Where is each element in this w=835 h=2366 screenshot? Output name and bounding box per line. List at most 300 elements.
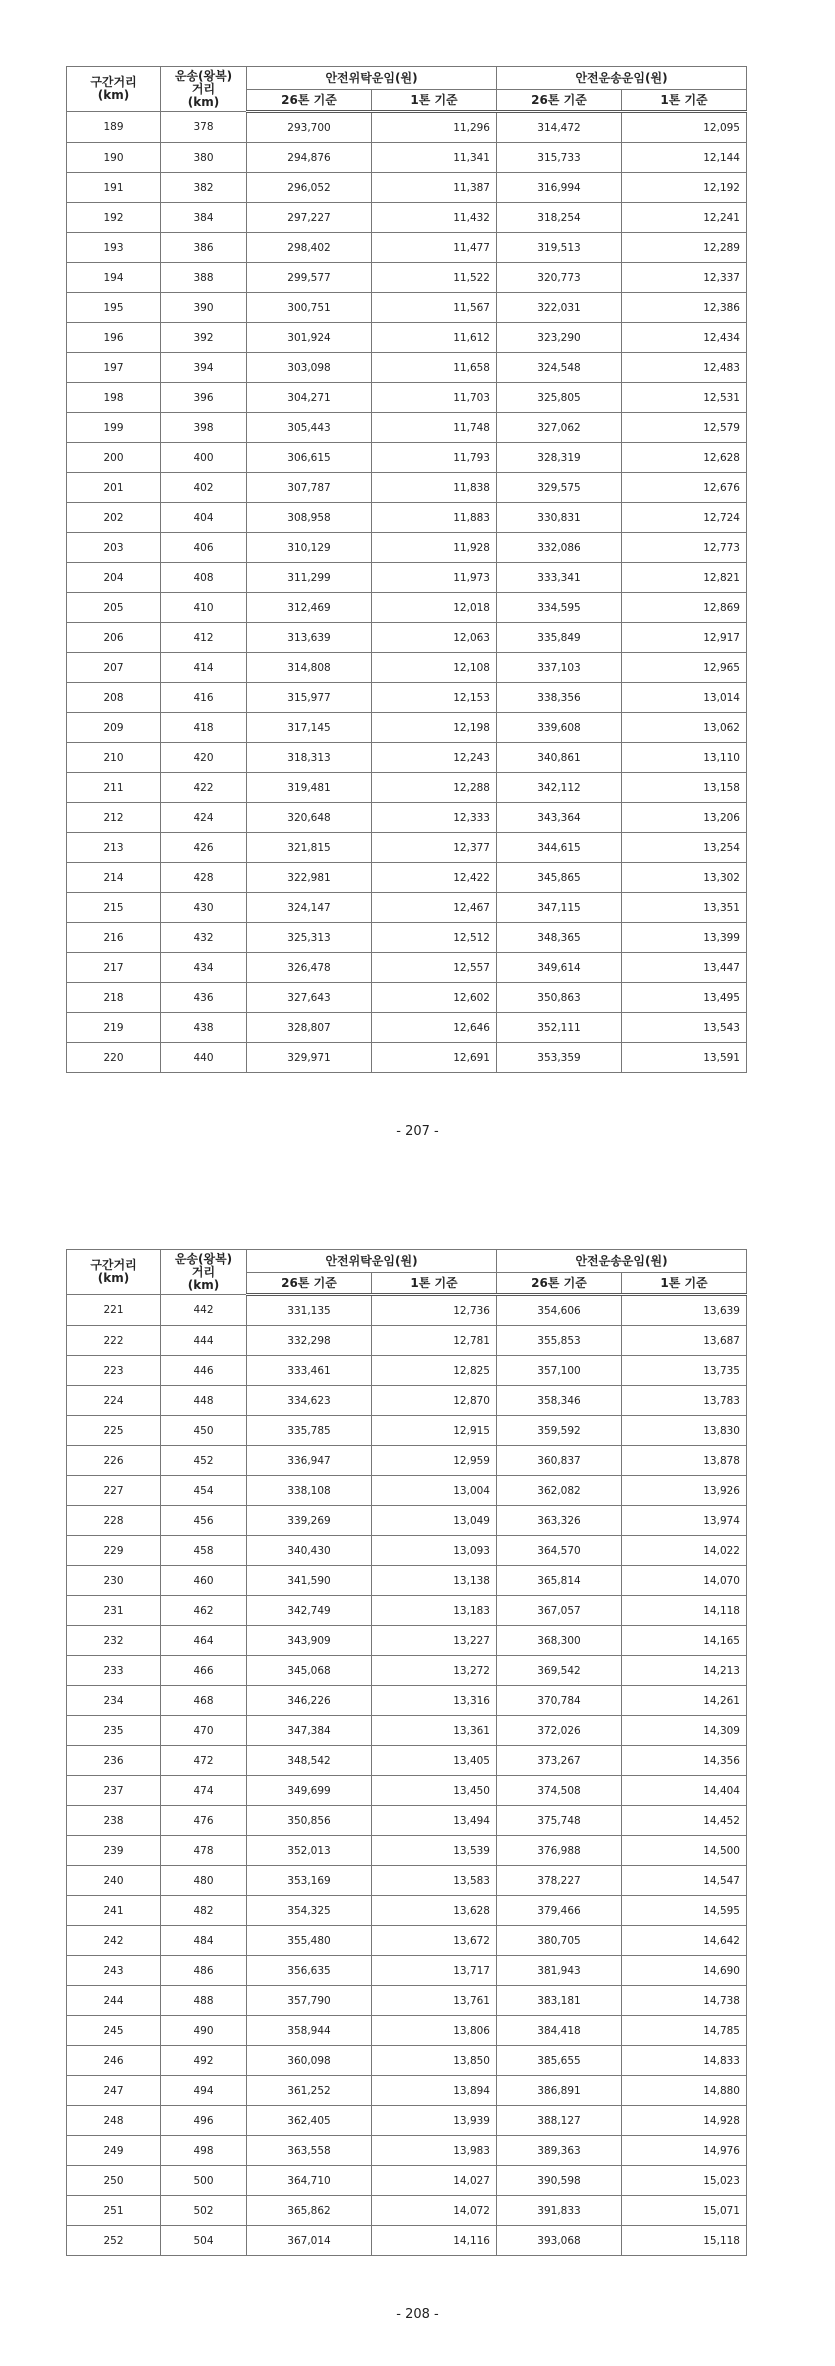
cell-transport-1t: 13,926: [622, 1476, 747, 1506]
cell-transport-26t: 386,891: [497, 2076, 622, 2106]
cell-transport-distance: 464: [161, 1626, 247, 1656]
cell-consign-26t: 327,643: [247, 983, 372, 1013]
cell-consign-26t: 321,815: [247, 833, 372, 863]
cell-transport-1t: 14,070: [622, 1566, 747, 1596]
cell-consign-26t: 336,947: [247, 1446, 372, 1476]
cell-transport-26t: 358,346: [497, 1386, 622, 1416]
table-row: [67, 2166, 747, 2196]
cell-section-distance: 229: [67, 1536, 161, 1566]
cell-transport-26t: 335,849: [497, 623, 622, 653]
cell-section-distance: 191: [67, 173, 161, 203]
cell-transport-26t: 323,290: [497, 323, 622, 353]
cell-transport-1t: 13,351: [622, 893, 747, 923]
cell-transport-distance: 474: [161, 1776, 247, 1806]
cell-transport-1t: 14,118: [622, 1596, 747, 1626]
cell-consign-1t: 12,602: [372, 983, 497, 1013]
cell-transport-distance: 382: [161, 173, 247, 203]
cell-transport-distance: 478: [161, 1836, 247, 1866]
cell-transport-1t: 12,483: [622, 353, 747, 383]
cell-transport-distance: 480: [161, 1866, 247, 1896]
cell-transport-26t: 373,267: [497, 1746, 622, 1776]
cell-transport-1t: 14,547: [622, 1866, 747, 1896]
fare-table: [66, 1249, 747, 2256]
cell-consign-1t: 12,959: [372, 1446, 497, 1476]
table-row: [67, 1806, 747, 1836]
cell-consign-26t: 335,785: [247, 1416, 372, 1446]
cell-transport-26t: 340,861: [497, 743, 622, 773]
cell-transport-1t: 13,783: [622, 1386, 747, 1416]
cell-transport-26t: 348,365: [497, 923, 622, 953]
cell-consign-26t: 318,313: [247, 743, 372, 773]
table-row: [67, 1506, 747, 1536]
cell-consign-1t: 11,567: [372, 293, 497, 323]
cell-transport-1t: 14,690: [622, 1956, 747, 1986]
header-safe-consign-fare: 안전위탁운임(원): [247, 67, 497, 90]
cell-transport-26t: 339,608: [497, 713, 622, 743]
cell-consign-1t: 11,838: [372, 473, 497, 503]
cell-consign-26t: 364,710: [247, 2166, 372, 2196]
header-section-distance: 구간거리 (km): [67, 1250, 161, 1295]
cell-section-distance: 206: [67, 623, 161, 653]
cell-consign-26t: 304,271: [247, 383, 372, 413]
cell-transport-26t: 347,115: [497, 893, 622, 923]
cell-transport-1t: 12,386: [622, 293, 747, 323]
cell-transport-1t: 14,833: [622, 2046, 747, 2076]
table-row: [67, 1476, 747, 1506]
cell-transport-distance: 430: [161, 893, 247, 923]
cell-section-distance: 200: [67, 443, 161, 473]
cell-transport-distance: 386: [161, 233, 247, 263]
cell-section-distance: 233: [67, 1656, 161, 1686]
cell-transport-distance: 472: [161, 1746, 247, 1776]
cell-consign-26t: 357,790: [247, 1986, 372, 2016]
table-row: [67, 893, 747, 923]
cell-transport-1t: 12,144: [622, 143, 747, 173]
header-safe-transport-fare: 안전운송운임(원): [497, 1250, 747, 1273]
cell-consign-26t: 363,558: [247, 2136, 372, 2166]
table-row: [67, 353, 747, 383]
cell-transport-1t: 14,404: [622, 1776, 747, 1806]
cell-consign-26t: 319,481: [247, 773, 372, 803]
table-row: [67, 2226, 747, 2256]
cell-transport-1t: 12,628: [622, 443, 747, 473]
cell-consign-26t: 301,924: [247, 323, 372, 353]
cell-transport-26t: 367,057: [497, 1596, 622, 1626]
cell-transport-distance: 444: [161, 1326, 247, 1356]
cell-transport-distance: 484: [161, 1926, 247, 1956]
cell-consign-1t: 12,108: [372, 653, 497, 683]
cell-consign-26t: 305,443: [247, 413, 372, 443]
table-row: [67, 1896, 747, 1926]
cell-consign-1t: 11,658: [372, 353, 497, 383]
cell-transport-distance: 446: [161, 1356, 247, 1386]
cell-consign-26t: 348,542: [247, 1746, 372, 1776]
table-row: [67, 773, 747, 803]
cell-section-distance: 224: [67, 1386, 161, 1416]
cell-transport-distance: 454: [161, 1476, 247, 1506]
cell-transport-distance: 500: [161, 2166, 247, 2196]
cell-transport-26t: 393,068: [497, 2226, 622, 2256]
table-row: [67, 1416, 747, 1446]
cell-consign-26t: 352,013: [247, 1836, 372, 1866]
cell-transport-distance: 470: [161, 1716, 247, 1746]
cell-transport-distance: 482: [161, 1896, 247, 1926]
cell-section-distance: 189: [67, 112, 161, 143]
table-row: [67, 743, 747, 773]
table-body: [67, 1295, 747, 2256]
cell-section-distance: 202: [67, 503, 161, 533]
cell-transport-26t: 378,227: [497, 1866, 622, 1896]
cell-transport-1t: 12,434: [622, 323, 747, 353]
header-consign-1t: 1톤 기준: [372, 90, 497, 112]
cell-consign-1t: 12,825: [372, 1356, 497, 1386]
cell-transport-26t: 345,865: [497, 863, 622, 893]
cell-section-distance: 197: [67, 353, 161, 383]
cell-consign-1t: 11,296: [372, 112, 497, 143]
table-row: [67, 1956, 747, 1986]
page-number: - 208 -: [396, 2307, 439, 2322]
cell-transport-distance: 490: [161, 2016, 247, 2046]
cell-transport-1t: 12,676: [622, 473, 747, 503]
table-row: [67, 1446, 747, 1476]
cell-section-distance: 236: [67, 1746, 161, 1776]
cell-consign-26t: 365,862: [247, 2196, 372, 2226]
cell-consign-1t: 12,736: [372, 1295, 497, 1326]
cell-transport-distance: 450: [161, 1416, 247, 1446]
cell-transport-distance: 424: [161, 803, 247, 833]
cell-transport-1t: 12,337: [622, 263, 747, 293]
cell-consign-26t: 310,129: [247, 533, 372, 563]
table-row: [67, 923, 747, 953]
cell-transport-distance: 486: [161, 1956, 247, 1986]
cell-transport-26t: 318,254: [497, 203, 622, 233]
cell-transport-1t: 12,579: [622, 413, 747, 443]
cell-section-distance: 231: [67, 1596, 161, 1626]
table-row: [67, 953, 747, 983]
cell-transport-1t: 15,023: [622, 2166, 747, 2196]
cell-consign-1t: 12,467: [372, 893, 497, 923]
cell-transport-1t: 14,213: [622, 1656, 747, 1686]
cell-consign-1t: 11,387: [372, 173, 497, 203]
cell-transport-1t: 14,738: [622, 1986, 747, 2016]
cell-section-distance: 243: [67, 1956, 161, 1986]
cell-section-distance: 245: [67, 2016, 161, 2046]
cell-consign-1t: 13,939: [372, 2106, 497, 2136]
cell-consign-1t: 12,915: [372, 1416, 497, 1446]
header-transport-distance: 운송(왕복) 거리 (km): [161, 67, 247, 112]
cell-consign-1t: 13,717: [372, 1956, 497, 1986]
cell-consign-1t: 12,691: [372, 1043, 497, 1073]
table-row: [67, 683, 747, 713]
cell-transport-1t: 12,531: [622, 383, 747, 413]
cell-consign-1t: 13,093: [372, 1536, 497, 1566]
cell-consign-1t: 13,672: [372, 1926, 497, 1956]
cell-transport-26t: 344,615: [497, 833, 622, 863]
cell-section-distance: 250: [67, 2166, 161, 2196]
cell-transport-1t: 14,595: [622, 1896, 747, 1926]
cell-transport-26t: 379,466: [497, 1896, 622, 1926]
cell-transport-distance: 394: [161, 353, 247, 383]
cell-consign-26t: 342,749: [247, 1596, 372, 1626]
cell-transport-1t: 14,261: [622, 1686, 747, 1716]
cell-transport-1t: 12,095: [622, 112, 747, 143]
cell-section-distance: 199: [67, 413, 161, 443]
cell-consign-1t: 14,027: [372, 2166, 497, 2196]
table-row: [67, 443, 747, 473]
table-header: [67, 1250, 747, 1295]
cell-section-distance: 216: [67, 923, 161, 953]
cell-section-distance: 239: [67, 1836, 161, 1866]
cell-transport-26t: 388,127: [497, 2106, 622, 2136]
header-transport-distance: 운송(왕복) 거리 (km): [161, 1250, 247, 1295]
cell-consign-26t: 296,052: [247, 173, 372, 203]
table-body: [67, 112, 747, 1073]
cell-consign-1t: 12,646: [372, 1013, 497, 1043]
cell-transport-26t: 375,748: [497, 1806, 622, 1836]
cell-transport-26t: 338,356: [497, 683, 622, 713]
cell-consign-1t: 11,341: [372, 143, 497, 173]
cell-transport-distance: 412: [161, 623, 247, 653]
cell-consign-26t: 315,977: [247, 683, 372, 713]
cell-transport-1t: 13,543: [622, 1013, 747, 1043]
cell-transport-distance: 396: [161, 383, 247, 413]
cell-consign-1t: 13,004: [372, 1476, 497, 1506]
cell-consign-1t: 13,628: [372, 1896, 497, 1926]
table-row: [67, 383, 747, 413]
cell-consign-1t: 12,377: [372, 833, 497, 863]
cell-section-distance: 211: [67, 773, 161, 803]
cell-transport-distance: 428: [161, 863, 247, 893]
table-row: [67, 1926, 747, 1956]
cell-consign-1t: 12,018: [372, 593, 497, 623]
cell-section-distance: 241: [67, 1896, 161, 1926]
cell-transport-distance: 404: [161, 503, 247, 533]
table-row: [67, 2106, 747, 2136]
cell-consign-1t: 11,748: [372, 413, 497, 443]
cell-transport-distance: 504: [161, 2226, 247, 2256]
cell-consign-1t: 13,983: [372, 2136, 497, 2166]
table-row: [67, 323, 747, 353]
cell-consign-26t: 297,227: [247, 203, 372, 233]
cell-section-distance: 249: [67, 2136, 161, 2166]
cell-transport-1t: 14,976: [622, 2136, 747, 2166]
table-row: [67, 1776, 747, 1806]
cell-consign-26t: 329,971: [247, 1043, 372, 1073]
cell-transport-distance: 452: [161, 1446, 247, 1476]
cell-transport-26t: 342,112: [497, 773, 622, 803]
cell-transport-distance: 420: [161, 743, 247, 773]
cell-consign-1t: 13,850: [372, 2046, 497, 2076]
cell-section-distance: 248: [67, 2106, 161, 2136]
cell-transport-1t: 13,110: [622, 743, 747, 773]
cell-transport-1t: 13,447: [622, 953, 747, 983]
cell-transport-1t: 13,495: [622, 983, 747, 1013]
cell-section-distance: 251: [67, 2196, 161, 2226]
cell-transport-distance: 410: [161, 593, 247, 623]
cell-consign-26t: 353,169: [247, 1866, 372, 1896]
cell-consign-26t: 328,807: [247, 1013, 372, 1043]
cell-consign-1t: 13,272: [372, 1656, 497, 1686]
cell-transport-distance: 422: [161, 773, 247, 803]
cell-transport-26t: 390,598: [497, 2166, 622, 2196]
cell-transport-26t: 353,359: [497, 1043, 622, 1073]
cell-transport-1t: 14,356: [622, 1746, 747, 1776]
cell-section-distance: 210: [67, 743, 161, 773]
cell-transport-distance: 476: [161, 1806, 247, 1836]
cell-transport-26t: 343,364: [497, 803, 622, 833]
table-row: [67, 593, 747, 623]
cell-transport-26t: 328,319: [497, 443, 622, 473]
cell-section-distance: 226: [67, 1446, 161, 1476]
cell-consign-26t: 325,313: [247, 923, 372, 953]
cell-transport-26t: 325,805: [497, 383, 622, 413]
cell-consign-26t: 293,700: [247, 112, 372, 143]
cell-transport-distance: 378: [161, 112, 247, 143]
cell-transport-distance: 416: [161, 683, 247, 713]
cell-transport-1t: 13,254: [622, 833, 747, 863]
table-row: [67, 413, 747, 443]
cell-transport-26t: 327,062: [497, 413, 622, 443]
cell-transport-26t: 380,705: [497, 1926, 622, 1956]
table-row: [67, 803, 747, 833]
cell-transport-26t: 384,418: [497, 2016, 622, 2046]
cell-transport-distance: 458: [161, 1536, 247, 1566]
cell-consign-1t: 12,512: [372, 923, 497, 953]
cell-consign-26t: 312,469: [247, 593, 372, 623]
cell-consign-1t: 12,063: [372, 623, 497, 653]
cell-section-distance: 218: [67, 983, 161, 1013]
cell-section-distance: 240: [67, 1866, 161, 1896]
cell-section-distance: 232: [67, 1626, 161, 1656]
cell-transport-1t: 14,165: [622, 1626, 747, 1656]
header-transport-26t: 26톤 기준: [497, 90, 622, 112]
cell-transport-26t: 315,733: [497, 143, 622, 173]
cell-consign-26t: 339,269: [247, 1506, 372, 1536]
cell-section-distance: 238: [67, 1806, 161, 1836]
cell-transport-26t: 332,086: [497, 533, 622, 563]
cell-transport-distance: 406: [161, 533, 247, 563]
table-row: [67, 1566, 747, 1596]
table-row: [67, 233, 747, 263]
cell-transport-1t: 13,206: [622, 803, 747, 833]
cell-section-distance: 193: [67, 233, 161, 263]
cell-transport-26t: 362,082: [497, 1476, 622, 1506]
table-row: [67, 2196, 747, 2226]
cell-transport-1t: 13,399: [622, 923, 747, 953]
cell-consign-26t: 345,068: [247, 1656, 372, 1686]
cell-transport-distance: 390: [161, 293, 247, 323]
table-row: [67, 2016, 747, 2046]
cell-transport-26t: 383,181: [497, 1986, 622, 2016]
cell-consign-26t: 326,478: [247, 953, 372, 983]
cell-transport-26t: 374,508: [497, 1776, 622, 1806]
cell-section-distance: 252: [67, 2226, 161, 2256]
cell-consign-1t: 11,703: [372, 383, 497, 413]
cell-consign-26t: 349,699: [247, 1776, 372, 1806]
cell-transport-26t: 370,784: [497, 1686, 622, 1716]
cell-transport-26t: 359,592: [497, 1416, 622, 1446]
cell-section-distance: 215: [67, 893, 161, 923]
cell-transport-26t: 324,548: [497, 353, 622, 383]
cell-section-distance: 205: [67, 593, 161, 623]
cell-transport-1t: 14,880: [622, 2076, 747, 2106]
cell-section-distance: 237: [67, 1776, 161, 1806]
cell-section-distance: 213: [67, 833, 161, 863]
cell-transport-26t: 349,614: [497, 953, 622, 983]
cell-consign-1t: 11,522: [372, 263, 497, 293]
fare-table: [66, 66, 747, 1073]
cell-consign-26t: 298,402: [247, 233, 372, 263]
cell-consign-1t: 11,612: [372, 323, 497, 353]
cell-transport-26t: 360,837: [497, 1446, 622, 1476]
cell-transport-1t: 13,302: [622, 863, 747, 893]
cell-section-distance: 201: [67, 473, 161, 503]
cell-transport-1t: 12,869: [622, 593, 747, 623]
table-row: [67, 1686, 747, 1716]
cell-section-distance: 217: [67, 953, 161, 983]
cell-consign-1t: 13,138: [372, 1566, 497, 1596]
cell-transport-1t: 14,500: [622, 1836, 747, 1866]
cell-consign-26t: 324,147: [247, 893, 372, 923]
cell-transport-1t: 12,241: [622, 203, 747, 233]
cell-consign-1t: 11,432: [372, 203, 497, 233]
cell-consign-1t: 12,422: [372, 863, 497, 893]
table-row: [67, 473, 747, 503]
cell-transport-1t: 15,118: [622, 2226, 747, 2256]
header-transport-26t: 26톤 기준: [497, 1273, 622, 1295]
table-row: [67, 263, 747, 293]
cell-transport-26t: 365,814: [497, 1566, 622, 1596]
header-transport-1t: 1톤 기준: [622, 1273, 747, 1295]
table-row: [67, 2076, 747, 2106]
cell-transport-26t: 391,833: [497, 2196, 622, 2226]
table-row: [67, 983, 747, 1013]
cell-section-distance: 244: [67, 1986, 161, 2016]
table-row: [67, 653, 747, 683]
cell-consign-1t: 14,116: [372, 2226, 497, 2256]
cell-transport-distance: 442: [161, 1295, 247, 1326]
table-row: [67, 1866, 747, 1896]
cell-transport-distance: 402: [161, 473, 247, 503]
table-row: [67, 1746, 747, 1776]
cell-transport-distance: 380: [161, 143, 247, 173]
table-row: [67, 1356, 747, 1386]
cell-section-distance: 235: [67, 1716, 161, 1746]
cell-transport-1t: 13,014: [622, 683, 747, 713]
cell-transport-distance: 466: [161, 1656, 247, 1686]
cell-section-distance: 207: [67, 653, 161, 683]
cell-transport-distance: 408: [161, 563, 247, 593]
cell-consign-26t: 314,808: [247, 653, 372, 683]
cell-consign-26t: 360,098: [247, 2046, 372, 2076]
cell-section-distance: 214: [67, 863, 161, 893]
cell-transport-distance: 392: [161, 323, 247, 353]
table-row: [67, 1656, 747, 1686]
cell-transport-1t: 13,158: [622, 773, 747, 803]
cell-consign-26t: 346,226: [247, 1686, 372, 1716]
cell-transport-1t: 13,639: [622, 1295, 747, 1326]
cell-consign-1t: 12,243: [372, 743, 497, 773]
cell-transport-1t: 12,917: [622, 623, 747, 653]
cell-transport-distance: 400: [161, 443, 247, 473]
cell-consign-1t: 13,183: [372, 1596, 497, 1626]
cell-section-distance: 192: [67, 203, 161, 233]
header-safe-consign-fare: 안전위탁운임(원): [247, 1250, 497, 1273]
cell-section-distance: 223: [67, 1356, 161, 1386]
table-row: [67, 1716, 747, 1746]
cell-transport-26t: 320,773: [497, 263, 622, 293]
table-row: [67, 143, 747, 173]
